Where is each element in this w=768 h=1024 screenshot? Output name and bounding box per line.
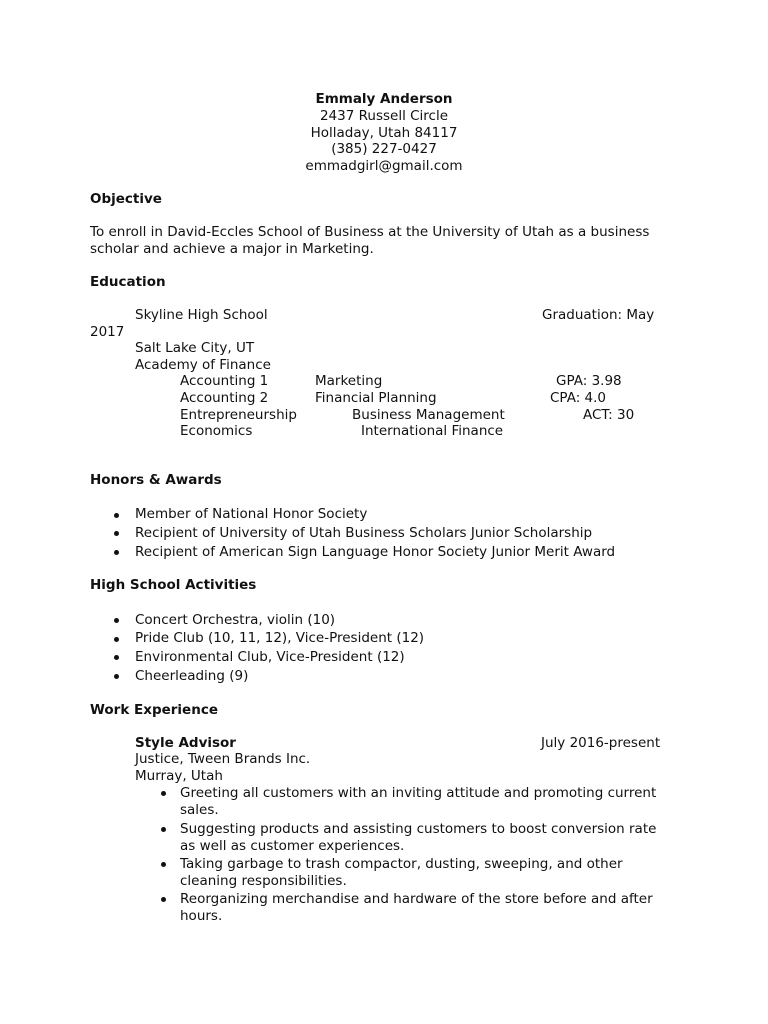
education-heading: Education — [90, 274, 166, 290]
bullet-icon — [161, 827, 166, 832]
bullet-icon — [114, 618, 119, 623]
duty-item-line-2: as well as customer experiences. — [180, 838, 405, 854]
bullet-icon — [161, 897, 166, 902]
bullet-icon — [114, 637, 119, 642]
duty-item-line-2: cleaning responsibilities. — [180, 873, 347, 889]
score-item: CPA: 4.0 — [550, 390, 607, 406]
graduation-year: 2017 — [90, 324, 125, 340]
activity-item: Concert Orchestra, violin (10) — [135, 612, 336, 628]
employer-name: Justice, Tween Brands Inc. — [135, 751, 311, 767]
course-item: Financial Planning — [315, 390, 437, 406]
bullet-icon — [114, 513, 119, 518]
course-item: Business Management — [352, 407, 505, 423]
job-location: Murray, Utah — [135, 768, 223, 784]
course-item: Marketing — [315, 373, 383, 389]
honors-heading: Honors & Awards — [90, 472, 222, 488]
duty-item-line-2: hours. — [180, 908, 223, 924]
job-title: Style Advisor — [135, 735, 236, 751]
activities-heading: High School Activities — [90, 577, 257, 593]
graduation-label: Graduation: May — [542, 307, 655, 323]
duty-item-line-1: Suggesting products and assisting customers to boost conversion rate — [180, 821, 657, 837]
bullet-icon — [114, 531, 119, 536]
objective-text-line-2: scholar and achieve a major in Marketing. — [90, 241, 374, 257]
phone-number: (385) 227-0427 — [331, 141, 437, 157]
duty-item-line-1: Reorganizing merchandise and hardware of the store before and after — [180, 891, 653, 907]
objective-heading: Objective — [90, 191, 162, 207]
program-name: Academy of Finance — [135, 357, 271, 373]
email-address: emmadgirl@gmail.com — [305, 158, 463, 174]
duty-item-line-1: Greeting all customers with an inviting attitude and promoting current — [180, 785, 657, 801]
score-item: GPA: 3.98 — [556, 373, 622, 389]
activity-item: Pride Club (10, 11, 12), Vice-President (12) — [135, 630, 425, 646]
duty-item-line-2: sales. — [180, 802, 219, 818]
bullet-icon — [161, 791, 166, 796]
resume-name: Emmaly Anderson — [315, 91, 453, 107]
bullet-icon — [114, 655, 119, 660]
score-item: ACT: 30 — [583, 407, 635, 423]
school-name: Skyline High School — [135, 307, 268, 323]
objective-text-line-1: To enroll in David-Eccles School of Business at the University of Utah as a business — [90, 224, 650, 240]
course-item: International Finance — [361, 423, 504, 439]
honor-item: Recipient of University of Utah Business Scholars Junior Scholarship — [135, 525, 593, 541]
honor-item: Member of National Honor Society — [135, 506, 368, 522]
course-item: Economics — [180, 423, 253, 439]
course-item: Entrepreneurship — [180, 407, 297, 423]
work-heading: Work Experience — [90, 702, 218, 718]
bullet-icon — [161, 862, 166, 867]
bullet-icon — [114, 674, 119, 679]
street-address: 2437 Russell Circle — [319, 108, 449, 124]
duty-item-line-1: Taking garbage to trash compactor, dusting, sweeping, and other — [180, 856, 623, 872]
school-location: Salt Lake City, UT — [135, 340, 255, 356]
course-item: Accounting 1 — [180, 373, 269, 389]
honor-item: Recipient of American Sign Language Honor Society Junior Merit Award — [135, 544, 616, 560]
activity-item: Cheerleading (9) — [135, 668, 249, 684]
course-item: Accounting 2 — [180, 390, 269, 406]
bullet-icon — [114, 550, 119, 555]
job-dates: July 2016-present — [541, 735, 661, 751]
activity-item: Environmental Club, Vice-President (12) — [135, 649, 405, 665]
city-state-zip: Holladay, Utah 84117 — [310, 125, 458, 141]
